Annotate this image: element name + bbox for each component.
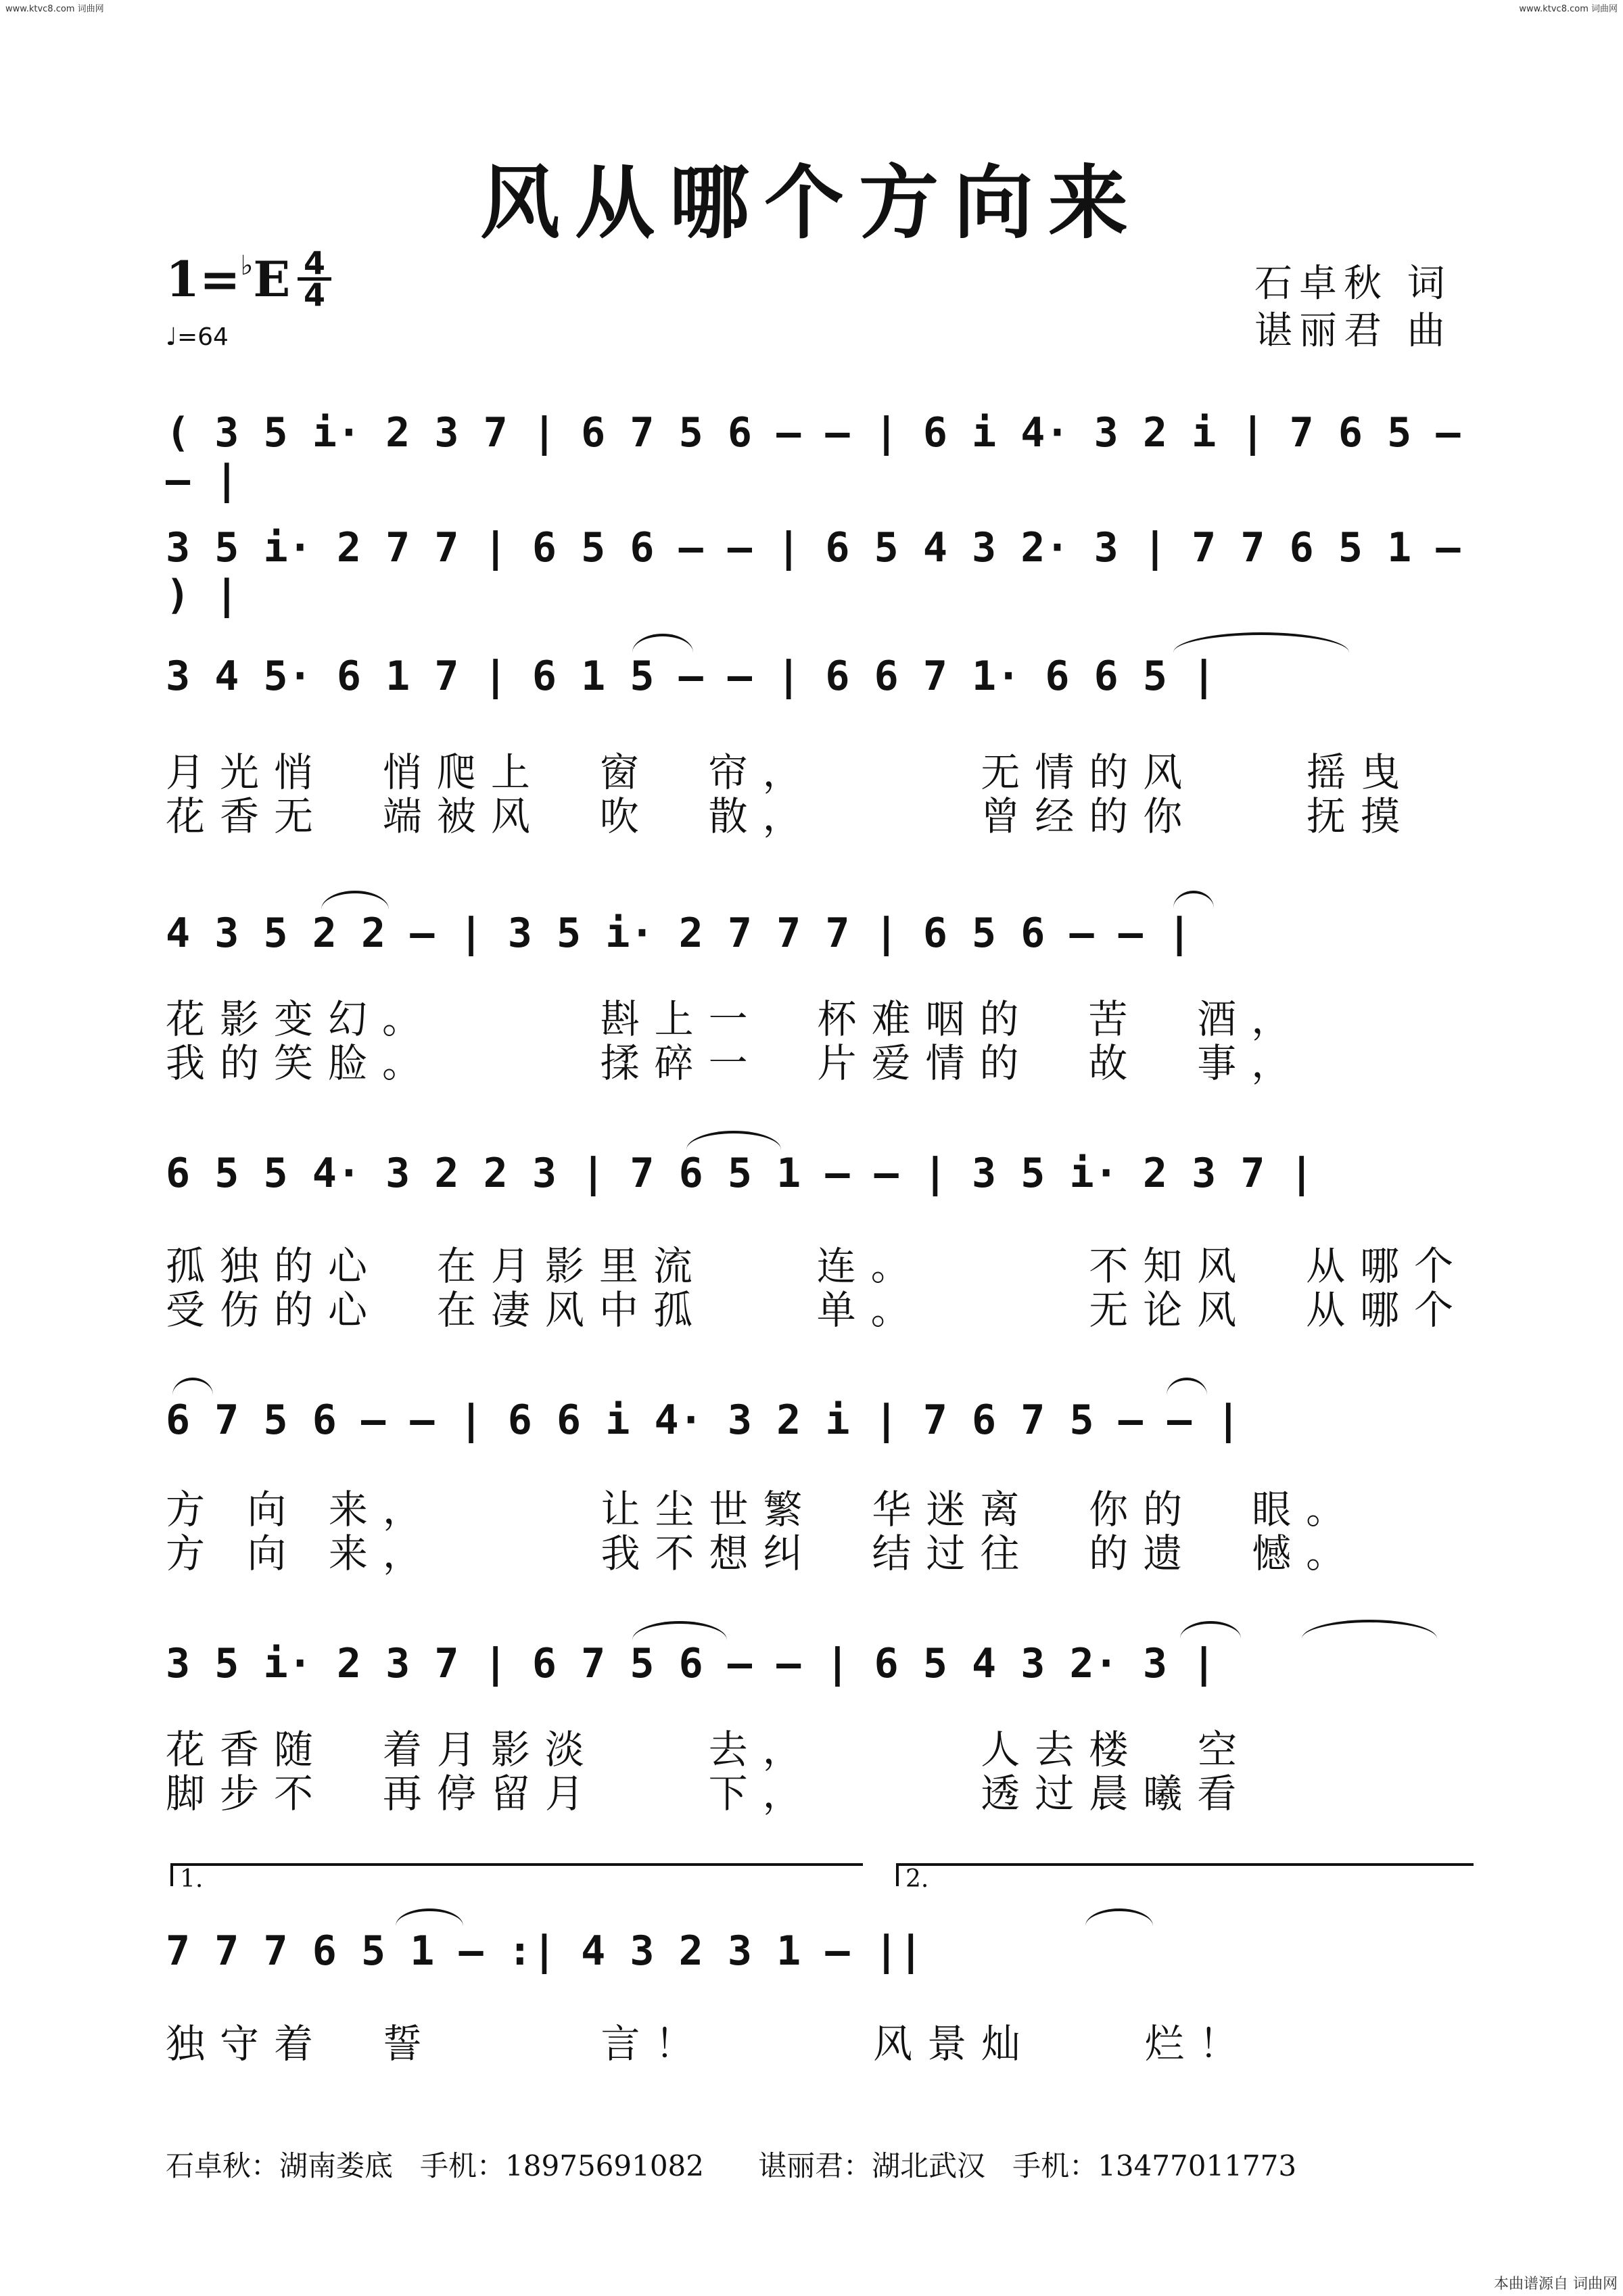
site-watermark-right: www.ktvc8.com 词曲网	[1519, 4, 1618, 14]
lyricist-credit: 石卓秋 词	[1254, 262, 1452, 306]
jianpu-notes: 3 5 i· 2 7 7 | 6 5 6 – – | 6 5 4 3 2· 3 | 7 7 6 5 1 – ) |	[166, 524, 1461, 619]
site-watermark-left: www.ktvc8.com 词曲网	[5, 4, 104, 14]
jianpu-notes: ( 3 5 i· 2 3 7 | 6 7 5 6 – – | 6 i 4· 3 2 i | 7 6 5 – – |	[166, 409, 1461, 504]
tie-slur	[686, 1131, 781, 1150]
jianpu-notes: 4 3 5 2 2 – | 3 5 i· 2 7 7 7 | 6 5 6 – – |	[166, 910, 1192, 957]
tie-slur	[632, 634, 693, 653]
tie-slur	[172, 1378, 213, 1395]
lyric-verse-2: 我的笑脸。 揉碎一 片爱情的 故 事，	[166, 1040, 1306, 1086]
lyric-verse-2: 脚步不 再停留月 下， 透过晨曦看	[166, 1771, 1252, 1817]
lyric-verse-1: 孤独的心 在月影里流 连。 不知风 从哪个	[166, 1243, 1469, 1289]
volta-second-ending: 2.	[896, 1863, 1474, 1886]
lyric-verse-1: 花影变幻。 斟上一 杯难咽的 苦 酒，	[166, 996, 1306, 1042]
tie-slur	[321, 891, 389, 910]
lyric-verse-1: 月光悄 悄爬上 窗 帘， 无情的风 摇曳	[166, 749, 1415, 795]
lyric-verse-1: 方 向 来， 让尘世繁 华迷离 你的 眼。	[166, 1486, 1361, 1532]
jianpu-notes: 3 4 5· 6 1 7 | 6 1 5 – – | 6 6 7 1· 6 6 5 |	[166, 653, 1217, 700]
tie-slur	[1085, 1908, 1153, 1926]
lyric-verse-2: 受伤的心 在凄风中孤 单。 无论风 从哪个	[166, 1287, 1469, 1333]
song-title: 风从哪个方向来	[479, 156, 1143, 250]
lyric-verse-1: 独守着 誓 言！ 风景灿 烂！	[166, 2021, 1253, 2067]
jianpu-notes: 6 7 5 6 – – | 6 6 i 4· 3 2 i | 7 6 7 5 – – |	[166, 1397, 1241, 1444]
lyric-verse-1: 花香随 着月影淡 去， 人去楼 空	[166, 1727, 1252, 1773]
contact-footer: 石卓秋：湖南娄底 手机：18975691082 谌丽君：湖北武汉 手机：13477011773	[166, 2149, 1297, 2182]
volta-first-ending: 1.	[170, 1863, 863, 1886]
jianpu-notes: 6 5 5 4· 3 2 2 3 | 7 6 5 1 – – | 3 5 i· 2 3 7 |	[166, 1150, 1314, 1197]
time-signature: 4 4	[298, 249, 331, 309]
tie-slur	[1167, 1378, 1207, 1395]
lyric-verse-2: 方 向 来， 我不想纠 结过往 的遗 憾。	[166, 1530, 1361, 1576]
tie-slur	[1180, 1621, 1241, 1639]
jianpu-notes: 7 7 7 6 5 1 – :| 4 3 2 3 1 – ||	[166, 1927, 923, 1975]
tie-slur	[632, 1621, 727, 1640]
composer-credit: 谌丽君 曲	[1254, 309, 1452, 353]
source-watermark: 本曲谱源自 词曲网	[1494, 2276, 1618, 2293]
tie-slur	[1173, 891, 1214, 908]
tie-slur	[396, 1908, 463, 1926]
key-signature: 1=♭E	[166, 250, 291, 308]
lyric-verse-2: 花香无 端被风 吹 散， 曾经的你 抚摸	[166, 793, 1415, 839]
tempo-marking: ♩=64	[166, 323, 229, 351]
tie-slur	[1173, 632, 1349, 653]
tie-slur	[1302, 1620, 1437, 1639]
jianpu-notes: 3 5 i· 2 3 7 | 6 7 5 6 – – | 6 5 4 3 2· 3 |	[166, 1640, 1217, 1687]
